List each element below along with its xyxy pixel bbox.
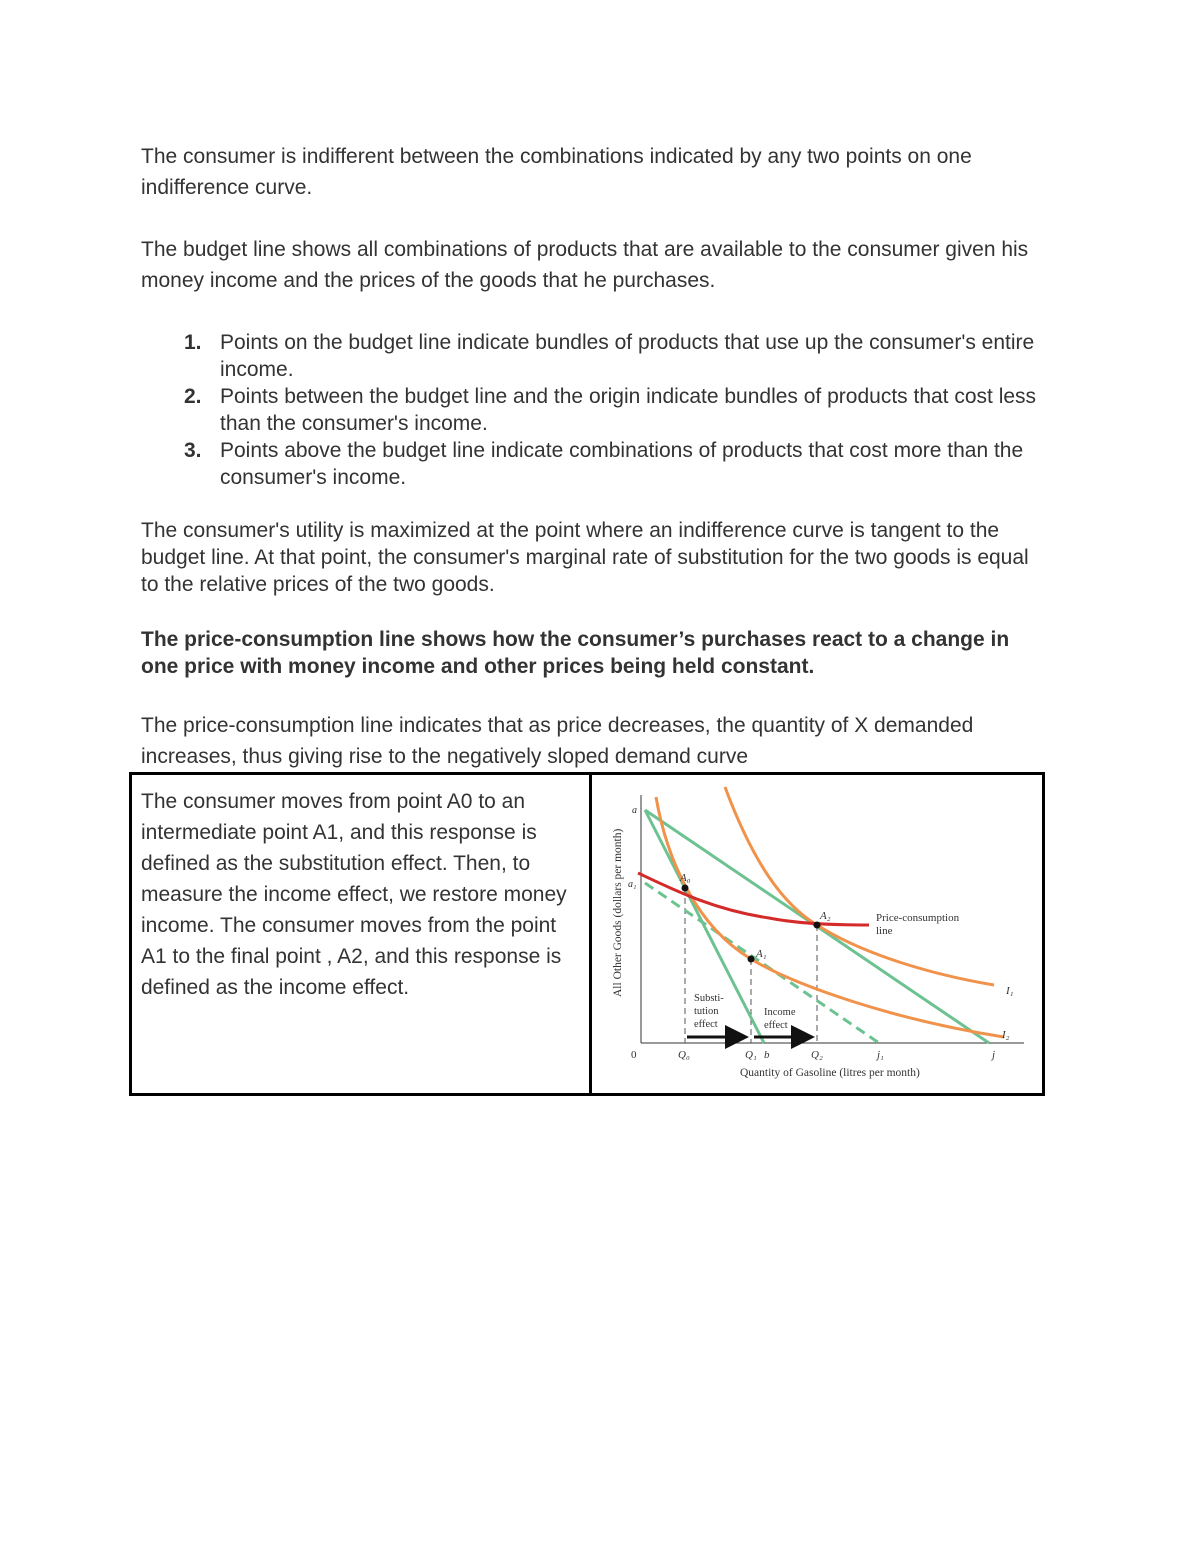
table-divider — [589, 775, 592, 1093]
price-consumption-line — [638, 873, 869, 925]
point-label-a1: A₁ — [756, 948, 767, 960]
list-item — [141, 383, 1051, 437]
subst-label-line3: effect — [694, 1019, 718, 1030]
x-tick-origin: 0 — [631, 1049, 637, 1061]
curve-label-i1: I₁ — [1006, 985, 1014, 997]
point-a2 — [814, 922, 821, 929]
paragraph-price-consumption-bold: The price-consumption line shows how the consumer’s purchases react to a change in one price with money income and other prices being held constant. — [141, 628, 1010, 678]
paragraph-price-consumption-demand: The price-consumption line indicates that as price decreases, the quantity of X demanded increases, thus giving rise to the negatively sloped demand curve — [141, 714, 974, 768]
x-tick-b: b — [764, 1049, 770, 1061]
list-item-text: Points on the budget line indicate bundles of products that use up the consumer's entire income. — [220, 331, 1035, 381]
x-tick-q0: Q₀ — [678, 1049, 690, 1061]
y-tick-a1: a₁ — [628, 879, 637, 890]
list-number: 2. — [184, 385, 202, 408]
explanation-table — [129, 772, 1045, 1096]
list-item — [141, 329, 1051, 383]
budget-line-compensated — [645, 883, 879, 1043]
subst-label-line2: tution — [694, 1006, 719, 1017]
paragraph-utility-maximized: The consumer's utility is maximized at the point where an indifference curve is tangent to the budget line. At that point, the consumer's marginal rate of substitution for the two goods is equal to the relative prices of the two goods. — [141, 519, 1029, 596]
table-left-cell-text: The consumer moves from point A0 to an intermediate point A1, and this response is defined as the substitution effect. Then, to measure the income effect, we restore money income. The consumer moves from the point A1 to the final point , A2, and this response is defined as the income effect. — [141, 790, 567, 999]
income-label-line2: effect — [764, 1020, 788, 1031]
paragraph-indifference: The consumer is indifferent between the combinations indicated by any two points on one indifference curve. — [141, 145, 972, 199]
point-a0 — [682, 885, 689, 892]
point-label-a2: A₂ — [820, 910, 831, 922]
point-label-a0: A₀ — [680, 872, 691, 884]
x-tick-j1: j₁ — [877, 1049, 884, 1061]
curve-label-i2: I₂ — [1002, 1029, 1010, 1041]
point-a1 — [748, 956, 755, 963]
y-tick-a: a — [632, 805, 637, 816]
budget-line-points-list — [141, 329, 1051, 491]
paragraph-budget-line: The budget line shows all combinations of products that are available to the consumer given his money income and the prices of the goods that he purchases. — [141, 238, 1029, 292]
y-axis-title: All Other Goods (dollars per month) — [612, 828, 624, 997]
income-label-line1: Income — [764, 1007, 796, 1018]
x-axis-title: Quantity of Gasoline (litres per month) — [740, 1067, 920, 1079]
subst-label-line1: Substi- — [694, 993, 724, 1004]
list-number: 3. — [184, 439, 202, 462]
x-tick-j: j — [992, 1049, 996, 1061]
pcl-label-line1: Price-consumption — [876, 912, 960, 924]
pcl-label-line2: line — [876, 925, 893, 937]
price-consumption-figure — [594, 775, 1040, 1093]
x-tick-q1: Q₁ — [745, 1049, 757, 1061]
list-item-text: Points above the budget line indicate combinations of products that cost more than the consumer's income. — [220, 439, 1024, 489]
list-item-text: Points between the budget line and the origin indicate bundles of products that cost less than the consumer's income. — [220, 385, 1037, 435]
list-item — [141, 437, 1051, 491]
x-tick-q2: Q₂ — [811, 1049, 823, 1061]
list-number: 1. — [184, 331, 202, 354]
